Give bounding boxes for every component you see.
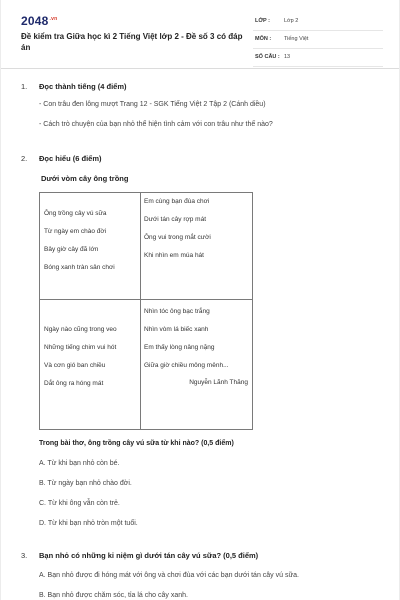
text-line: - Con trâu đen lông mượt Trang 12 - SGK Tiếng Việt 2 Tập 2 (Cánh diều) xyxy=(39,101,266,108)
section-number: 2. xyxy=(21,154,28,163)
section-number: 3. xyxy=(21,551,28,560)
poem-line: Ông vui trong mắt cười xyxy=(144,234,211,241)
question-text: Bạn nhỏ có những kỉ niệm gì dưới tán cây vú sữa? (0,5 điểm) xyxy=(39,551,259,560)
poem-line: Ông trồng cây vú sữa xyxy=(44,210,107,217)
section-title: Đọc thành tiếng (4 điểm) xyxy=(39,82,127,91)
header-divider xyxy=(1,68,400,69)
section-title: Đọc hiểu (6 điểm) xyxy=(39,154,102,163)
answer-option-a[interactable]: A. Bạn nhỏ được đi hóng mát với ông và chơi đùa với các bạn dưới tán cây vú sữa. xyxy=(39,572,299,579)
poem-line: Bóng xanh tràn sân chơi xyxy=(44,264,115,271)
poem-title: Dưới vòm cây ông trồng xyxy=(41,174,129,183)
poem-line: Khi nhìn em múa hát xyxy=(144,252,204,259)
meta-label: LỚP : xyxy=(255,18,270,24)
poem-line: Dắt ông ra hóng mát xyxy=(44,380,104,387)
poem-table xyxy=(39,192,253,430)
poem-stanza-1 xyxy=(44,205,115,277)
section-number: 1. xyxy=(21,82,28,91)
poem-stanza-2 xyxy=(144,193,211,265)
text-line: - Cách trò chuyện của bạn nhỏ thể hiện tình cảm với con trâu như thế nào? xyxy=(39,121,273,128)
poem-stanza-3 xyxy=(44,321,117,393)
poem-line: Từ ngày em chào đời xyxy=(44,228,107,235)
meta-value: 13 xyxy=(284,54,291,60)
answer-option-c[interactable]: C. Từ khi ông vẫn còn trẻ. xyxy=(39,500,120,507)
question-text: Trong bài thơ, ông trồng cây vú sữa từ khi nào? (0,5 điểm) xyxy=(39,440,234,447)
meta-row-count xyxy=(253,50,383,67)
poem-line: Giữa giờ chiều mông mênh... xyxy=(144,362,229,369)
header xyxy=(1,0,400,70)
poem-author: Nguyễn Lãnh Thăng xyxy=(189,379,248,386)
poem-stanza-4 xyxy=(144,303,229,375)
meta-row-subject xyxy=(253,32,383,49)
poem-line: Em cùng bạn đùa chơi xyxy=(144,198,210,205)
document-title: Đề kiểm tra Giữa học kì 2 Tiếng Việt lớp 2 - Đề số 3 có đáp án xyxy=(21,32,243,52)
answer-option-b[interactable]: B. Từ ngày bạn nhỏ chào đời. xyxy=(39,480,132,487)
poem-line: Em thấy lòng nâng nặng xyxy=(144,344,215,351)
poem-line: Bây giờ cây đã lớn xyxy=(44,246,99,253)
poem-line: Ngày nào cũng trong veo xyxy=(44,326,117,333)
poem-line: Những tiếng chim vui hót xyxy=(44,344,117,351)
answer-option-d[interactable]: D. Từ khi bạn nhỏ tròn một tuổi. xyxy=(39,520,138,527)
poem-line: Và cơn gió ban chiều xyxy=(44,362,106,369)
meta-label: MÔN : xyxy=(255,36,272,42)
table-divider-horizontal xyxy=(40,299,252,300)
answer-option-a[interactable]: A. Từ khi bạn nhỏ còn bé. xyxy=(39,460,120,467)
table-divider-vertical xyxy=(140,193,141,429)
meta-value: Lớp 2 xyxy=(284,18,299,24)
meta-info xyxy=(253,14,383,68)
site-logo[interactable] xyxy=(21,14,57,28)
meta-label: SỐ CÂU : xyxy=(255,54,280,60)
answer-option-b[interactable]: B. Bạn nhỏ được chăm sóc, tỉa lá cho cây xanh. xyxy=(39,592,188,599)
poem-line: Nhìn vòm lá biếc xanh xyxy=(144,326,209,333)
poem-line: Nhìn tóc ông bạc trắng xyxy=(144,308,210,315)
meta-row-class xyxy=(253,14,383,31)
logo-suffix: .vn xyxy=(49,16,58,22)
poem-line: Dưới tán cây rợp mát xyxy=(144,216,207,223)
logo-text: 2048 xyxy=(21,14,49,28)
meta-value: Tiếng Việt xyxy=(284,36,309,42)
